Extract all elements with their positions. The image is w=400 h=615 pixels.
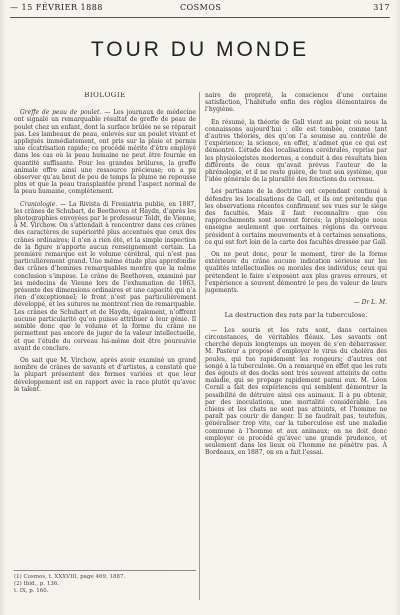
article-paragraph: — Les souris et les rats sont, dans certaines circonstances, de véritables fléaux. Les savants ont cherché depuis longtemps un moyen de s’en débarrasser. M. Pasteur a proposé d’employer le virus du choléra des poules, qui tue rapidement les rongeurs; d’autres ont songé à la tuberculose. On a remarqué en effet que les rats des égouts et des docks sont très souvent atteints de cette maladie, qui se propage rapidement parmi eux. M. Léon Cornil a fait des expériences qui semblent démontrer la possibilité de détruire ainsi ces animaux. Il a pu obtenir, par des inoculations, une mortalité considérable. Les chiens et les chats ne sont pas atteints, et l’homme ne paraît pas courir de danger. Il ne faudrait pas, toutefois, généraliser trop vite, car la tuberculose est une maladie commune à l’homme et aux animaux; on ne doit donc employer ce procédé qu’avec une grande prudence, et seulement dans les lieux où l’homme ne pénètre pas. À Bordeaux, en 1887, on en a fait l’essai. [205,326,387,457]
footnote: t. IX, p. 160. [14,588,49,594]
article-greffe [14,109,196,195]
footnotes [14,570,196,595]
footnote: (2) Ibid., p. 136. [14,581,60,587]
article-paragraph: naire de propreté, la conscience d’une certaine satisfaction, l’habitude enfin des règles élémentaires de l’hygiène. [205,92,387,114]
right-column [205,92,387,607]
article-paragraph: En résumé, la théorie de Gall vient au point où nous la connaissons aujourd’hui : elle est tombée, comme tant d’autres théories, dès qu’on l’a soumise au contrôle de l’expérience; la science, en effet, n’admet que ce qui est démontré. L’étude des localisations cérébrales, reprise par les physiologistes modernes, a conduit à des résultats bien différents de ceux qu’avait prévus l’auteur de la phrénologie, et il ne reste guère, de tout son système, que l’idée générale de la pluralité des fonctions du cerveau. [205,118,387,184]
page-number: 317 [373,3,390,12]
article-paragraph: Les partisans de la doctrine ont cependant continué à défendre les localisations de Gall, et ils ont prétendu que les observations récentes confirment ses vues sur le siège des facultés. Mais il faut reconnaître que ces rapprochements sont souvent forcés; la physiologie nous enseigne seulement que certaines régions du cerveau président à certains mouvements et à certaines sensations, ce qui est fort loin de la carte des facultés dressée par Gall. [205,188,387,246]
article-paragraph: On ne peut donc, pour le moment, tirer de la forme extérieure du crâne aucune indication sérieuse sur les qualités intellectuelles ou morales des individus; ceux qui prétendent le faire s’exposent aux plus graves erreurs, et l’expérience a souvent démontré le peu de valeur de leurs jugements. [205,251,387,295]
signature: — Dr L. M. [353,299,387,307]
article-paragraph: On sait que M. Virchow, après avoir examiné un grand nombre de crânes de savants et d’artistes, a constaté que la plupart présentent des formes variées et que leur développement est en rapport avec la race plutôt qu’avec le talent. [14,356,196,393]
header-date: — 15 FÉVRIER 1888 [10,3,103,12]
article-craniologie [14,201,196,352]
article-heading: La destruction des rats par la tuberculose. [224,311,368,320]
running-header [10,3,390,15]
section-title: BIOLOGIE [84,92,126,99]
article-body: — Les journaux de médecine ont signalé un remarquable résultat de greffe de peau de poulet chez un enfant, dont la surface brûlée ne se réparait pas. Les lambeaux de peau, enlevés sur un poulet vivant et appliqués immédiatement, ont pris sur la plaie et permis une cicatrisation rapide; ce procédé mérite d’être employé dans les cas où la peau humaine ne peut être fournie en quantité suffisante. Pour les grandes brûlures, la greffe animale offre ainsi une ressource précieuse; on a pu observer qu’au bout de peu de temps la plume ne repousse plus et que la peau transplantée prend l’aspect normal de la peau humaine, complètement. [14,109,196,196]
article-lead: Craniologie. [20,200,58,208]
column-divider [199,92,200,600]
left-column [14,92,196,597]
article-lead: Greffe de peau de poulet. [20,109,102,117]
header-rule [10,17,390,18]
footnote: (1) Cosmos, t. XXXVIII, page 469, 1887. [14,574,126,580]
page-title: TOUR DU MONDE [90,38,310,61]
header-journal: COSMOS [180,3,222,12]
article-body: — La Rivista di Freniatria publie, en 1887, les crânes de Schubart, de Beethoven et Haydn, d’après les photographies envoyées par le professeur Toldt, de Vienne, à M. Virchow. On s’attendait à rencontrer dans ces crânes des caractères de supériorité plus accentués que ceux des crânes ordinaires; il n’en a rien été, et la simple inspection de la figure n’apporte aucun renseignement certain. La première remarque est le volume cérébral, qui n’est pas particulièrement grand. Une même étude plus approfondie des crânes d’hommes remarquables montre que la même conclusion s’impose. Le crâne de Beethoven, examiné par les médecins de Vienne lors de l’exhumation de 1863, présente des dimensions ordinaires et une capacité qui n’a rien d’exceptionnel; le front n’est pas particulièrement développé, et les sutures ne montrent rien de remarquable. Les crânes de Schubart et de Haydn, également, n’offrent aucune particularité qu’on puisse attribuer à leur génie. Il semble donc que le volume et la forme du crâne ne permettent pas encore de juger de la valeur intellectuelle, et que l’étude du cerveau lui-même doit être poursuivie avant de conclure. [14,200,196,352]
